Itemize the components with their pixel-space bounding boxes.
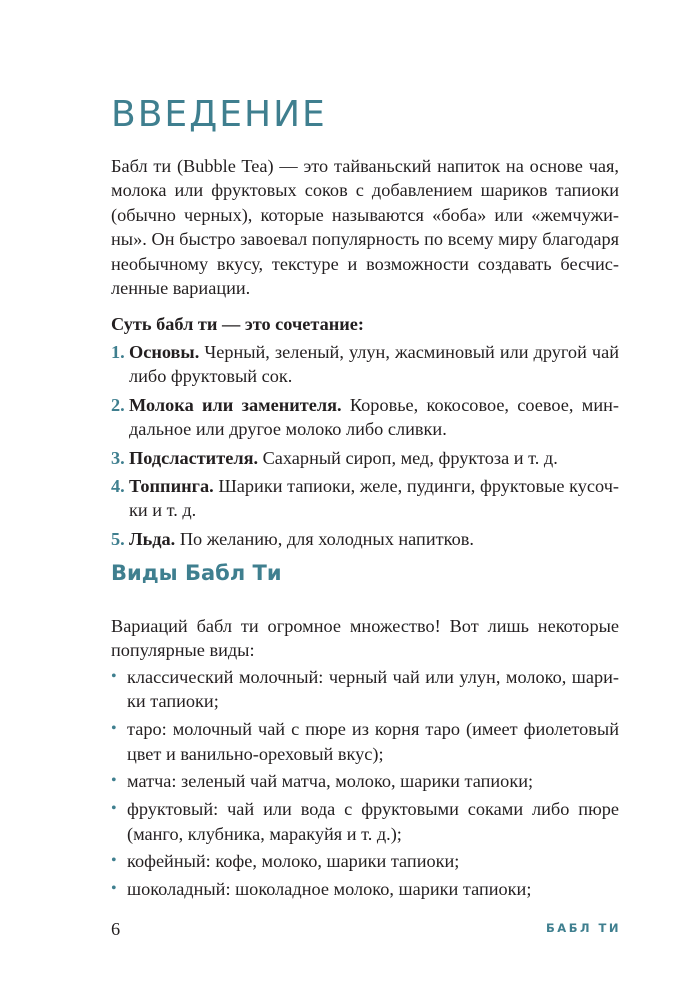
- item-number: 2.: [111, 394, 125, 415]
- intro-line: необычному вкусу, текстуре и возможности создавать бесчис-: [111, 253, 619, 274]
- intro-line: Бабл ти (Bubble Tea) — это тайваньский напиток на основе чая,: [111, 156, 619, 176]
- intro-line: молока или фруктовых соков с добавлением шариков тапиоки: [111, 180, 619, 201]
- type-line: таро: молочный чай с пюре из корня таро (имеет фиолетовый: [127, 719, 619, 740]
- bullet-icon: •: [111, 720, 117, 738]
- type-item: [111, 797, 619, 846]
- type-line: кофейный: кофе, молоко, шарики тапиоки;: [127, 851, 460, 872]
- item-number: 4.: [111, 475, 125, 496]
- page-number: 6: [111, 919, 121, 939]
- running-head: БАБЛ ТИ: [546, 921, 621, 935]
- types-list: [111, 665, 619, 905]
- item-term: Молока или заменителя.: [129, 394, 342, 415]
- composition-item: [111, 393, 619, 442]
- item-term: Льда.: [129, 528, 176, 549]
- chapter-title: ВВЕДЕНИЕ: [111, 94, 327, 135]
- bullet-icon: •: [111, 880, 117, 898]
- type-line: матча: зеленый чай матча, молоко, шарики тапиоки;: [127, 771, 534, 792]
- bullet-icon: •: [111, 772, 117, 790]
- type-item: [111, 769, 619, 793]
- item-line: [129, 393, 619, 417]
- composition-item: [111, 527, 619, 551]
- type-item: [111, 849, 619, 873]
- item-line: [129, 340, 619, 364]
- item-text: Черный, зеленый, улун, жасминовый или другой чай: [199, 342, 619, 362]
- item-line: дальное или другое молоко либо сливки.: [129, 419, 447, 440]
- item-line: [129, 474, 619, 498]
- item-term: Подсластителя.: [129, 447, 259, 468]
- bullet-icon: •: [111, 852, 117, 870]
- item-line: [129, 527, 619, 551]
- item-term: Топпинга.: [129, 475, 214, 496]
- type-item: [111, 877, 619, 901]
- item-number: 5.: [111, 528, 125, 549]
- intro-line: ленные вариации.: [111, 277, 251, 298]
- type-item: [111, 665, 619, 714]
- item-number: 1.: [111, 342, 125, 362]
- item-line: либо фруктовый сок.: [129, 366, 293, 387]
- item-text: Коровье, кокосовое, соевое, мин-: [341, 394, 619, 415]
- type-item: [111, 717, 619, 766]
- types-intro-line: популярные виды:: [111, 640, 255, 661]
- section-title: Виды Бабл Ти: [111, 561, 282, 585]
- bullet-icon: •: [111, 668, 117, 685]
- type-line: ки тапиоки;: [127, 691, 219, 712]
- composition-item: [111, 474, 619, 523]
- type-line: фруктовый: чай или вода с фруктовыми соками либо пюре: [127, 799, 619, 820]
- item-text: Шарики тапиоки, желе, пудинги, фруктовые кусоч-: [213, 475, 619, 496]
- type-line: (манго, клубника, маракуйя и т. д.);: [127, 823, 402, 844]
- composition-lead: Суть бабл ти — это сочетание:: [111, 314, 365, 334]
- intro-line: (обычно черных), которые называются «боба» или «жемчужи-: [111, 204, 619, 225]
- type-line: классический молочный: черный чай или улун, молоко, шари-: [127, 667, 619, 687]
- item-text: Сахарный сироп, мед, фруктоза и т. д.: [258, 447, 558, 468]
- type-line: цвет и ванильно-ореховый вкус);: [127, 743, 384, 764]
- item-line: ки и т. д.: [129, 500, 197, 521]
- item-text: По желанию, для холодных напитков.: [175, 528, 474, 549]
- composition-item: [111, 340, 619, 389]
- item-number: 3.: [111, 447, 125, 468]
- intro-line: ны». Он быстро завоевал популярность по всему миру благодаря: [111, 229, 619, 250]
- types-intro-paragraph: [111, 614, 619, 663]
- item-term: Основы.: [129, 342, 200, 362]
- item-line: [129, 446, 619, 470]
- composition-list: [111, 340, 619, 555]
- composition-item: [111, 446, 619, 470]
- types-intro-line: Вариаций бабл ти огромное множество! Вот лишь некоторые: [111, 616, 619, 636]
- intro-paragraph: [111, 154, 619, 300]
- bullet-icon: •: [111, 800, 117, 818]
- type-line: шоколадный: шоколадное молоко, шарики тапиоки;: [127, 879, 532, 900]
